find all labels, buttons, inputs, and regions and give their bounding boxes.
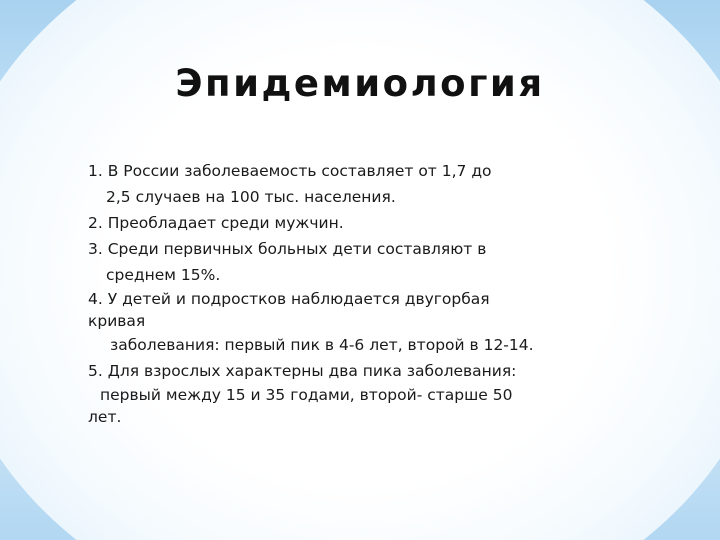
body-line: кривая	[88, 312, 146, 330]
body-line: среднем 15%.	[106, 266, 221, 284]
slide-body	[88, 158, 648, 428]
body-line: лет.	[88, 408, 122, 426]
body-line: первый между 15 и 35 годами, второй- старше 50	[100, 386, 513, 404]
body-line: 4. У детей и подростков наблюдается двугорбая	[88, 290, 490, 308]
body-line: 3. Среди первичных больных дети составляют в	[88, 240, 487, 258]
slide-title: Эпидемиология	[175, 62, 545, 105]
body-line: заболевания: первый пик в 4-6 лет, второй в 12-14.	[110, 336, 534, 354]
body-line: 5. Для взрослых характерны два пика заболевания:	[88, 362, 517, 380]
body-line: 2,5 случаев на 100 тыс. населения.	[106, 188, 396, 206]
body-line: 2. Преобладает среди мужчин.	[88, 214, 344, 232]
body-line: 1. В России заболеваемость составляет от 1,7 до	[88, 162, 492, 180]
